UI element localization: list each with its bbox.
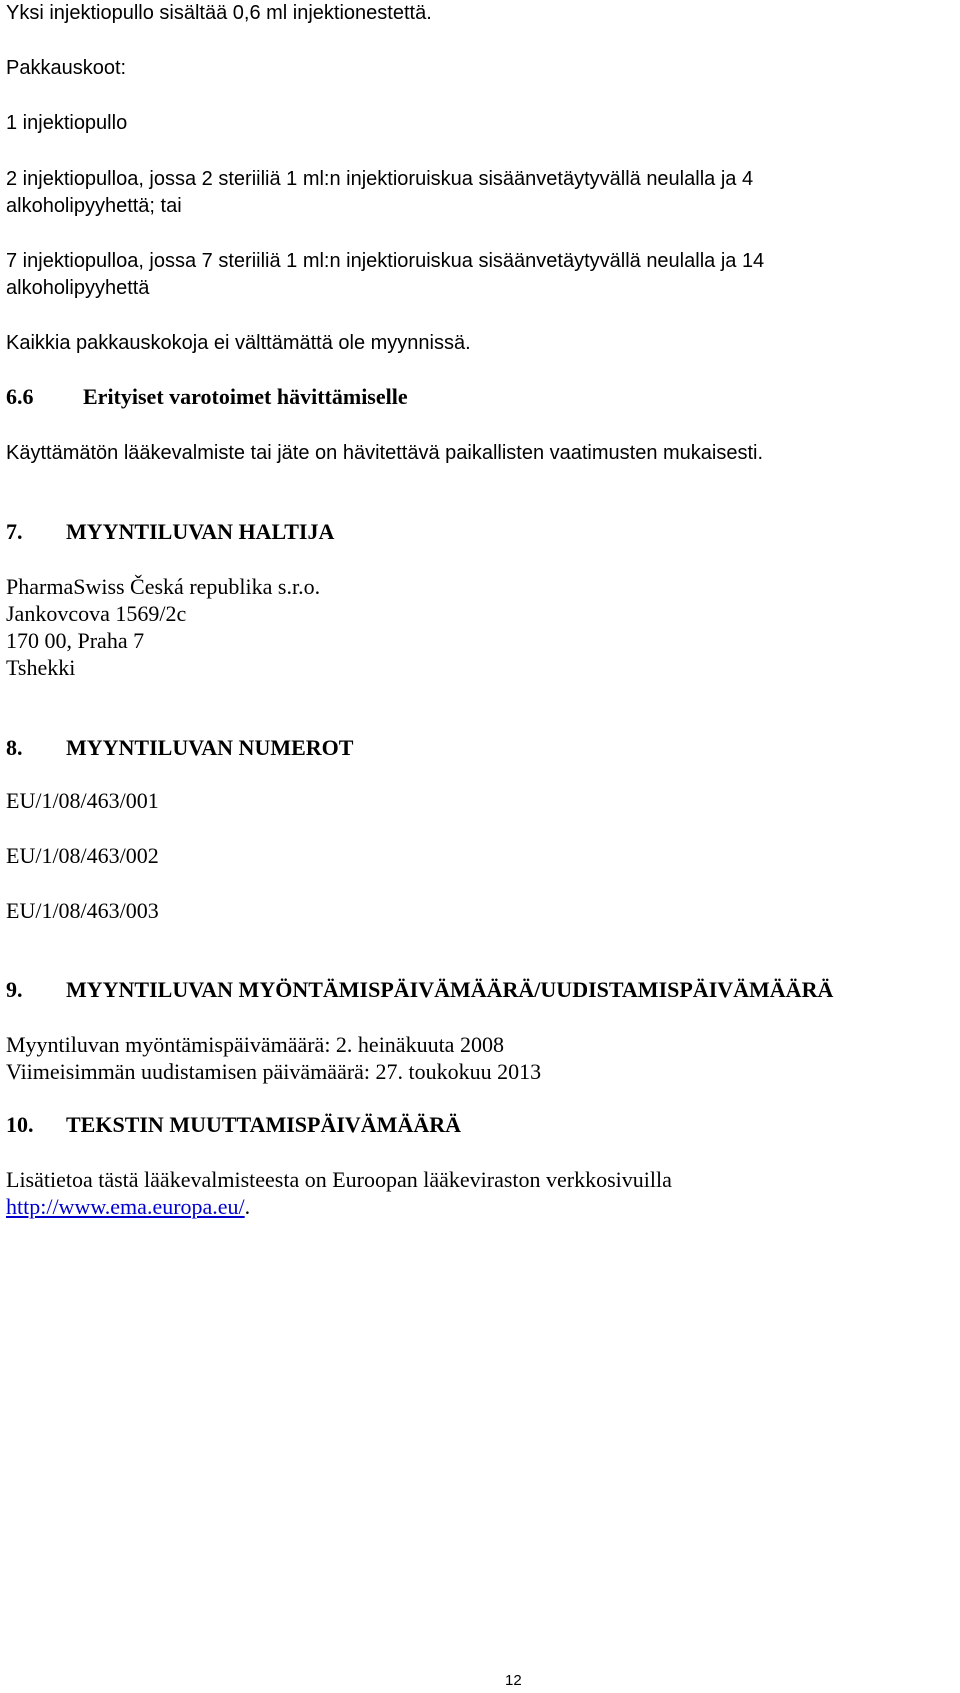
section-9-heading xyxy=(6,977,834,1003)
latest-renewal-date: Viimeisimmän uudistamisen päivämäärä: 27. toukokuu 2013 xyxy=(6,1059,542,1084)
section-10-title: TEKSTIN MUUTTAMISPÄIVÄMÄÄRÄ xyxy=(66,1112,462,1137)
section-8-number: 8. xyxy=(6,735,23,760)
more-info-text: Lisätietoa tästä lääkevalmisteesta on Euroopan lääkeviraston verkkosivuilla xyxy=(6,1167,672,1192)
section-8-title: MYYNTILUVAN NUMEROT xyxy=(66,735,354,760)
holder-country: Tshekki xyxy=(6,655,76,680)
vial-content-text: Yksi injektiopullo sisältää 0,6 ml injektionestettä. xyxy=(6,2,432,24)
section-8-heading xyxy=(6,735,354,761)
authorisation-number-2: EU/1/08/463/002 xyxy=(6,843,159,868)
section-6-6-number: 6.6 xyxy=(6,384,34,409)
ema-link-line xyxy=(6,1194,250,1220)
holder-name: PharmaSwiss Česká republika s.r.o. xyxy=(6,574,321,599)
section-9-title: MYYNTILUVAN MYÖNTÄMISPÄIVÄMÄÄRÄ/UUDISTAMISPÄIVÄMÄÄRÄ xyxy=(66,977,834,1002)
section-9-number: 9. xyxy=(6,977,23,1002)
section-7-heading xyxy=(6,519,335,545)
section-10-number: 10. xyxy=(6,1112,34,1137)
page-number: 12 xyxy=(505,1672,522,1689)
document-page xyxy=(6,0,954,1693)
pack-size-2-line-1: 2 injektiopulloa, jossa 2 steriiliä 1 ml:n injektioruiskua sisäänvetäytyvällä neulalla ja 4 xyxy=(6,168,754,190)
authorisation-number-1: EU/1/08/463/001 xyxy=(6,788,159,813)
section-10-heading xyxy=(6,1112,462,1138)
section-7-number: 7. xyxy=(6,519,23,544)
pack-size-2-line-2: alkoholipyyhettä; tai xyxy=(6,195,182,217)
disposal-text: Käyttämätön lääkevalmiste tai jäte on hävitettävä paikallisten vaatimusten mukaisesti. xyxy=(6,442,764,464)
holder-street: Jankovcova 1569/2c xyxy=(6,601,187,626)
pack-size-1: 1 injektiopullo xyxy=(6,112,128,134)
pack-sizes-label: Pakkauskoot: xyxy=(6,57,127,79)
holder-postcode-city: 170 00, Praha 7 xyxy=(6,628,145,653)
section-6-6-heading xyxy=(6,384,408,410)
ema-website-link[interactable]: http://www.ema.europa.eu/ xyxy=(6,1194,245,1219)
pack-size-3-line-1: 7 injektiopulloa, jossa 7 steriiliä 1 ml:n injektioruiskua sisäänvetäytyvällä neulalla ja 14 xyxy=(6,250,765,272)
authorisation-number-3: EU/1/08/463/003 xyxy=(6,898,159,923)
section-6-6-title: Erityiset varotoimet hävittämiselle xyxy=(83,384,408,409)
pack-size-3-line-2: alkoholipyyhettä xyxy=(6,277,150,299)
section-7-title: MYYNTILUVAN HALTIJA xyxy=(66,519,335,544)
first-authorisation-date: Myyntiluvan myöntämispäivämäärä: 2. heinäkuuta 2008 xyxy=(6,1032,504,1057)
availability-note: Kaikkia pakkauskokoja ei välttämättä ole myynnissä. xyxy=(6,332,471,354)
ema-link-suffix: . xyxy=(244,1194,251,1219)
